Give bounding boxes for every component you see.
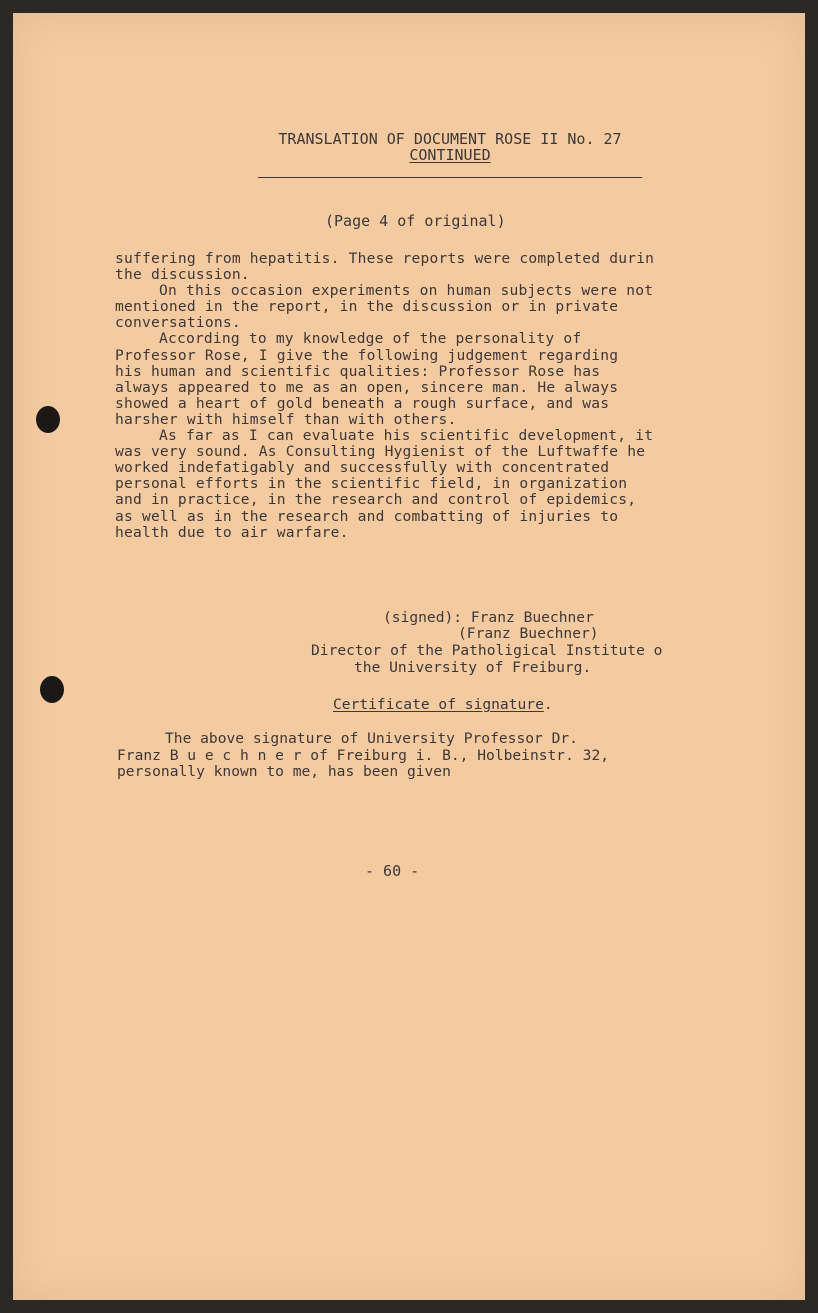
- body-line: was very sound. As Consulting Hygienist of the Luftwaffe he: [115, 443, 646, 461]
- body-line: harsher with himself than with others.: [115, 410, 457, 428]
- document-page: [13, 13, 805, 1300]
- body-line: as well as in the research and combatting of injuries to: [115, 507, 619, 525]
- body-line: suffering from hepatitis. These reports were completed durin: [115, 250, 655, 267]
- punch-hole: [36, 406, 60, 433]
- body-line: health due to air warfare.: [115, 523, 349, 541]
- body-line: worked indefatigably and successfully with concentrated: [115, 459, 610, 477]
- certificate-line: Franz B u e c h n e r of Freiburg i. B., Holbeinstr. 32,: [117, 746, 610, 764]
- body-line: and in practice, in the research and control of epidemics,: [115, 491, 637, 509]
- header-rule: [258, 177, 642, 178]
- body-line: Professor Rose, I give the following judgement regarding: [115, 346, 619, 364]
- document-header: [258, 131, 642, 163]
- certificate-line: personally known to me, has been given: [117, 763, 451, 780]
- body-line: his human and scientific qualities: Professor Rose has: [115, 362, 601, 380]
- certificate-heading-period: .: [543, 696, 553, 713]
- body-line: conversations.: [115, 314, 241, 332]
- body-line: personal efforts in the scientific field, in organization: [115, 475, 628, 493]
- body-line: showed a heart of gold beneath a rough surface, and was: [115, 394, 610, 412]
- certificate-text: [117, 731, 717, 781]
- signer-name: (Franz Buechner): [458, 625, 599, 642]
- body-line: On this occasion experiments on human subjects were not: [159, 282, 654, 300]
- signer-title-continued: the University of Freiburg.: [354, 659, 592, 676]
- signed-line: (signed): Franz Buechner: [383, 609, 594, 626]
- body-line: mentioned in the report, in the discussion or in private: [115, 298, 619, 316]
- punch-hole: [40, 676, 64, 703]
- page-note: (Page 4 of original): [325, 212, 506, 230]
- body-line: always appeared to me as an open, sincere man. He always: [115, 378, 619, 396]
- body-line: As far as I can evaluate his scientific development, it: [159, 427, 654, 445]
- document-subtitle: CONTINUED: [409, 146, 491, 164]
- certificate-heading: [333, 697, 553, 713]
- certificate-heading-text: Certificate of signature: [333, 696, 544, 713]
- page-number: - 60 -: [365, 862, 420, 880]
- body-line: the discussion.: [115, 266, 250, 284]
- body-text: [115, 251, 715, 541]
- body-line: According to my knowledge of the personality of: [159, 330, 582, 348]
- document-title: TRANSLATION OF DOCUMENT ROSE II No. 27: [278, 130, 622, 148]
- signer-title: Director of the Patholigical Institute o: [311, 642, 663, 659]
- certificate-line: The above signature of University Professor Dr.: [165, 730, 578, 747]
